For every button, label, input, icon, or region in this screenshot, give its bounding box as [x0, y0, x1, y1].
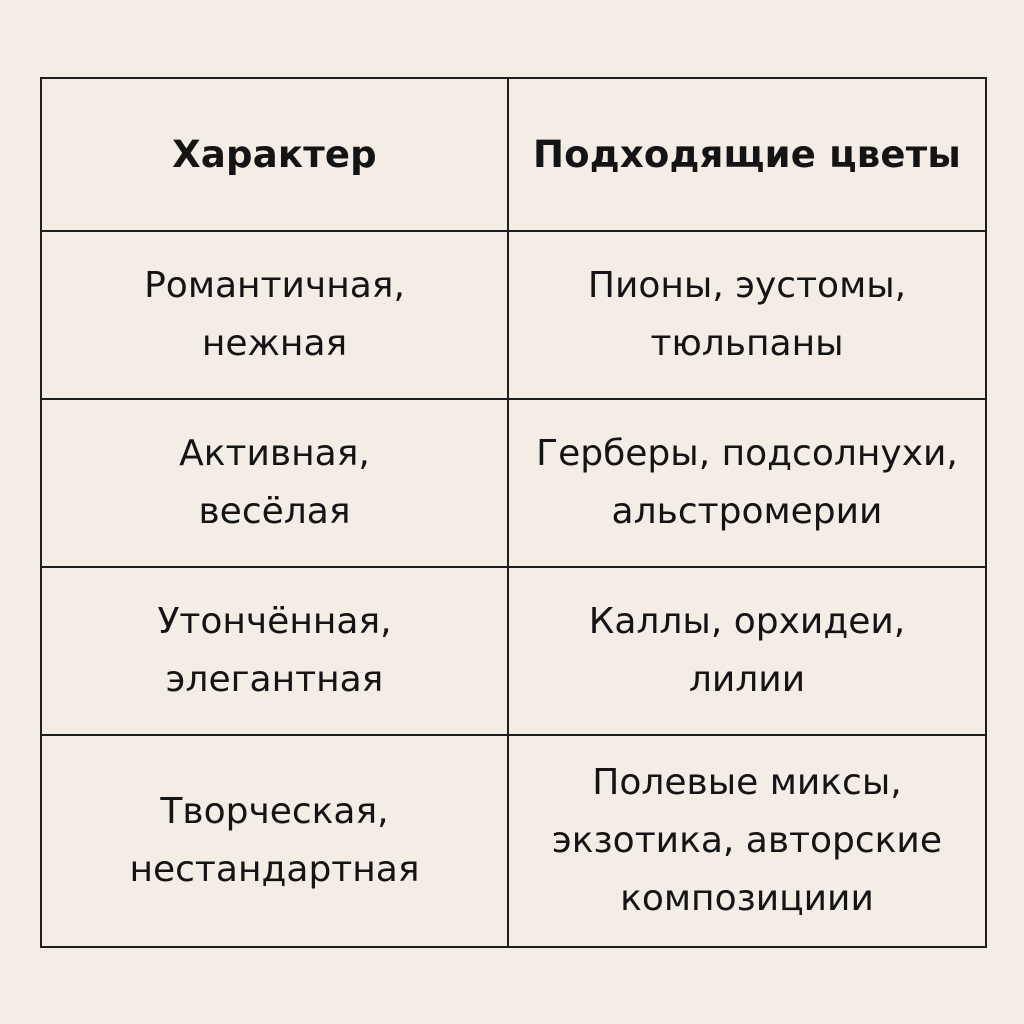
table-row	[41, 567, 986, 735]
character-cell: Утончённая, элегантная	[41, 567, 508, 735]
header-suitable-flowers: Подходящие цветы	[508, 78, 986, 231]
character-cell: Активная, весёлая	[41, 399, 508, 567]
flowers-cell: Пионы, эустомы, тюльпаны	[508, 231, 986, 399]
character-cell: Романтичная, нежная	[41, 231, 508, 399]
table-row	[41, 399, 986, 567]
table-row	[41, 231, 986, 399]
table-row	[41, 735, 986, 947]
flowers-cell: Полевые миксы, экзотика, авторские композициии	[508, 735, 986, 947]
table-header-row	[41, 78, 986, 231]
character-flowers-table	[40, 77, 987, 948]
flowers-cell: Каллы, орхидеи, лилии	[508, 567, 986, 735]
flowers-cell: Герберы, подсолнухи, альстромерии	[508, 399, 986, 567]
header-character: Характер	[41, 78, 508, 231]
character-cell: Творческая, нестандартная	[41, 735, 508, 947]
